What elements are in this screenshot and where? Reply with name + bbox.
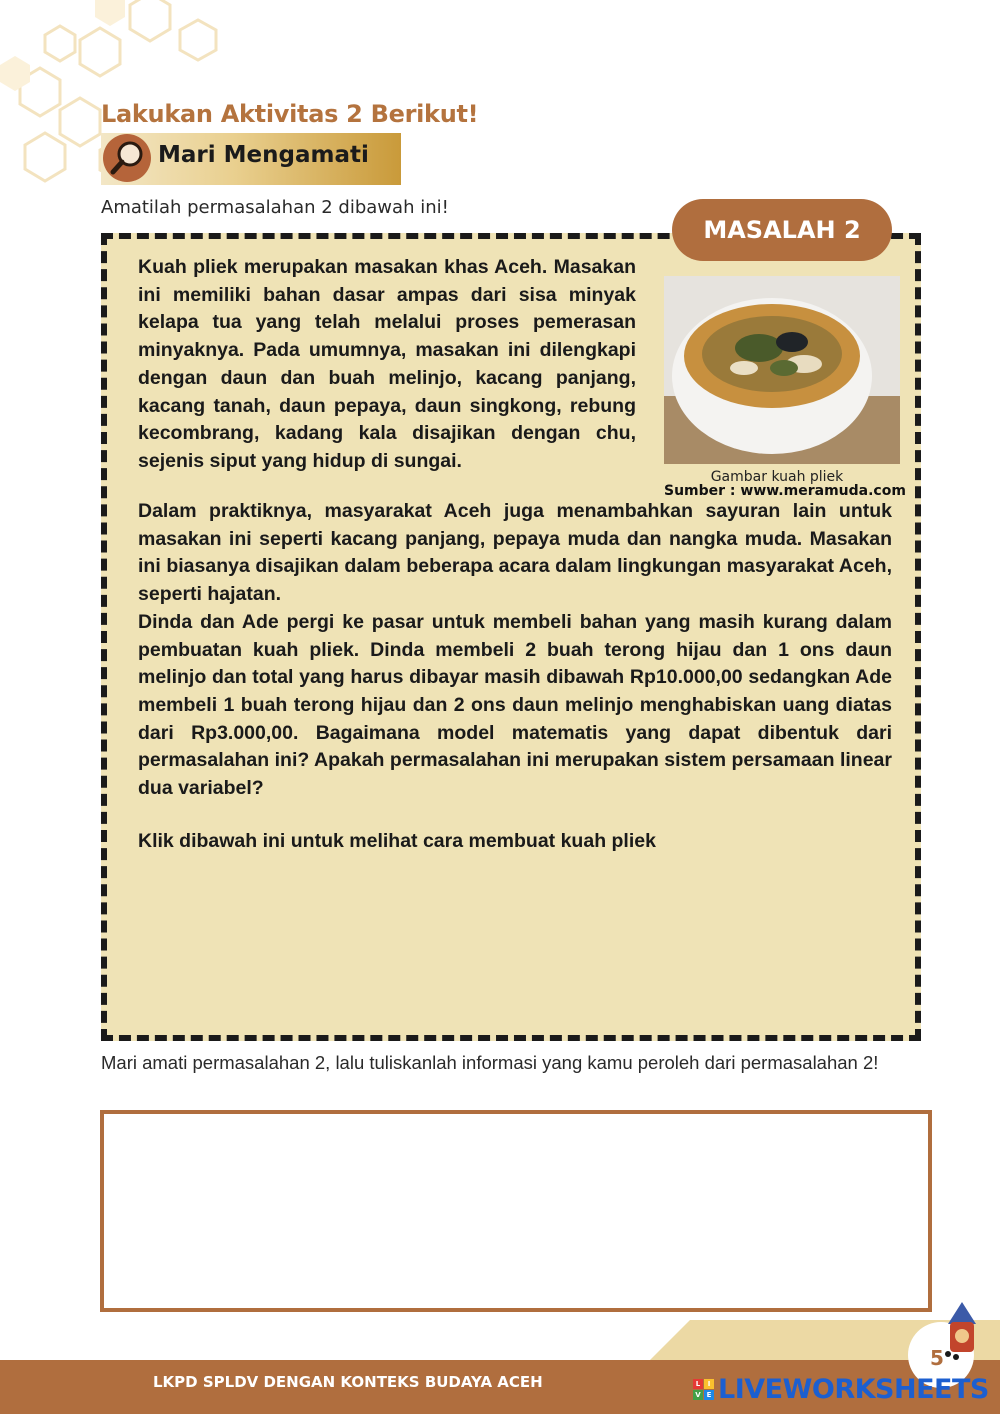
page-number: 5 <box>930 1346 944 1370</box>
problem-text-1: Kuah pliek merupakan masakan khas Aceh. Masakan ini memiliki bahan dasar ampas dari sisa minyak kelapa tua yang telah melalui proses pemerasan minyaknya. Pada umumnya, masakan ini dilengkapi dengan daun dan buah melinjo, kacang panjang, kacang tanah, daun pepaya, daun singkong, rebung kecombrang, kadang kala disajikan dengan chu, sejenis siput yang hidup di sungai. <box>138 256 636 472</box>
intro-text: Amatilah permasalahan 2 dibawah ini! <box>101 197 449 218</box>
kuah-pliek-photo <box>664 276 900 464</box>
video-link-prompt[interactable]: Klik dibawah ini untuk melihat cara membuat kuah pliek <box>138 830 656 852</box>
problem-text-3: Dinda dan Ade pergi ke pasar untuk membeli bahan yang masih kurang dalam pembuatan kuah pliek. Dinda membeli 2 buah terong hijau dan 1 ons daun melinjo dan total yang harus dibayar masih dibawah Rp10.000,00 sedangkan Ade membeli 1 buah terong hijau dan 2 ons daun melinjo menghabiskan uang diatas dari Rp3.000,00. Bagaimana model matematis yang dapat dibentuk dari permasalahan ini? Apakah permasalahan ini merupakan sistem persamaan linear dua variabel? <box>138 610 892 800</box>
banner-title: Mari Mengamati <box>158 142 369 168</box>
answer-input-box[interactable] <box>100 1110 932 1312</box>
problem-tab-label: MASALAH 2 <box>672 199 892 261</box>
instruction-text: Mari amati permasalahan 2, lalu tuliskanlah informasi yang kamu peroleh dari permasalahan 2! <box>101 1052 879 1073</box>
mascot-icon <box>940 1300 984 1360</box>
liveworksheets-logo[interactable] <box>693 1374 989 1405</box>
magnifier-icon <box>103 134 151 182</box>
problem-paragraph-1 <box>138 254 636 476</box>
problem-paragraphs <box>138 498 892 803</box>
logo-text: LIVEWORKSHEETS <box>718 1374 989 1405</box>
footer-title: LKPD SPLDV DENGAN KONTEKS BUDAYA ACEH <box>153 1373 543 1391</box>
image-caption: Gambar kuah pliek <box>710 469 844 485</box>
problem-text-2: Dalam praktiknya, masyarakat Aceh juga menambahkan sayuran lain untuk masakan ini seperti kacang panjang, pepaya muda dan nangka muda. Masakan ini biasanya disajikan dalam beberapa acara dalam lingkungan masyarakat Aceh, seperti hajatan. <box>138 500 892 606</box>
image-source: Sumber : www.meramuda.com <box>664 483 906 499</box>
activity-heading: Lakukan Aktivitas 2 Berikut! <box>101 100 479 128</box>
logo-grid-icon: L I V E <box>693 1379 714 1400</box>
footer-accent <box>650 1320 690 1360</box>
